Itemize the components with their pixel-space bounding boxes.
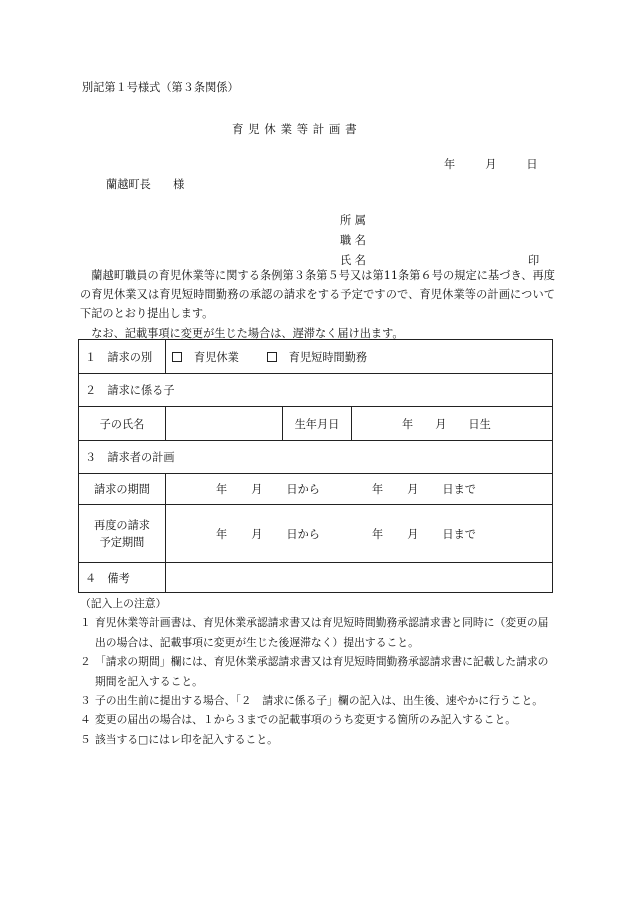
re-from-day: 日から [286,527,320,541]
child-name-field[interactable] [166,407,283,441]
note-item [80,652,556,691]
form-number: 別記第１号様式（第３条関係） [82,81,239,94]
request-period-field[interactable] [166,474,553,505]
note-item [80,730,556,749]
birth-year: 年 [402,417,414,431]
note-item [80,691,556,710]
childcare-leave-checkbox[interactable] [172,352,182,362]
note-number: ４ [80,713,91,727]
seal-mark: 印 [528,254,540,267]
body-paragraph: 蘭越町職員の育児休業等に関する条例第３条第５号又は第11条第６号の規定に基づき、再度の育児休業又は育児短時間勤務の承認の請求をする予定ですので、育児休業等の計画について下記のとおり提出します。 [80,269,555,321]
request-type-options [166,340,553,374]
date-year-label: 年 [444,158,456,171]
request-period-label: 請求の期間 [79,474,166,505]
plan-section-label: ３ 請求者の計画 [79,441,553,474]
table-row [79,374,553,407]
table-row [79,441,553,474]
period-to-day: 日まで [442,483,476,496]
birth-date-field[interactable] [352,407,553,441]
notes-heading: （記入上の注意） [80,597,167,610]
short-hours-checkbox[interactable] [267,352,277,362]
re-from-year: 年 [216,527,228,541]
birth-date-label: 生年月日 [283,407,352,441]
note-text: 変更の届出の場合は、１から３までの記載事項のうち変更する箇所のみ記入すること。 [95,713,517,727]
re-request-label-line2: 予定期間 [99,535,145,549]
remarks-label: ４ 備考 [79,563,166,593]
note-text: 該当する□にはレ印を記入すること。 [95,732,278,746]
table-row [79,474,553,505]
period-to-month: 月 [407,483,419,496]
addressee: 蘭越町長 様 [106,178,185,191]
table-row [79,340,553,374]
body-text [80,266,555,343]
note-text: 育児休業等計画書は、育児休業承認請求書又は育児短時間勤務承認請求書と同時に（変更の届出の場合は、記載事項に変更が生じた後遅滞なく）提出すること。 [95,616,549,649]
period-to-year: 年 [371,483,384,496]
re-to-year: 年 [371,527,384,541]
child-name-label: 子の氏名 [79,407,166,441]
note-number: ３ [80,694,91,708]
re-to-month: 月 [407,527,419,541]
request-type-label: １ 請求の別 [79,340,166,374]
short-hours-option: 育児短時間勤務 [288,350,368,364]
date-day-label: 日 [526,158,538,171]
table-row [79,563,553,593]
note-text: 「請求の期間」欄には、育児休業承認請求書又は育児短時間勤務承認請求書に記載した請求の期間を記入すること。 [95,655,549,688]
note-item [80,710,556,729]
remarks-field[interactable] [166,563,553,593]
document-title: 育 児 休 業 等 計 画 書 [232,122,358,136]
re-to-day: 日まで [442,527,476,541]
name-label: 氏 名 [340,254,366,267]
note-item [80,613,556,652]
note-text: 子の出生前に提出する場合、「２ 請求に係る子」欄の記入は、出生後、速やかに行うこと。 [95,694,544,708]
note-number: １ [80,616,91,630]
re-from-month: 月 [251,527,263,541]
re-request-label-line1: 再度の請求 [94,518,150,532]
period-from-year: 年 [216,483,228,496]
re-request-period-label [79,505,166,563]
post-label: 職 名 [340,234,366,247]
plan-table [78,339,553,593]
period-from-month: 月 [251,483,263,496]
notes-section [80,594,556,749]
note-number: ５ [80,732,91,746]
submission-date [444,156,538,172]
table-row [79,407,553,441]
date-month-label: 月 [485,158,497,171]
period-from-day: 日から [286,483,320,496]
table-row [79,505,553,563]
affiliation-label: 所 属 [340,214,366,227]
childcare-leave-option: 育児休業 [194,350,239,364]
birth-month: 月 [435,417,447,431]
birth-day: 日生 [468,417,491,431]
re-request-period-field[interactable] [166,505,553,563]
child-section-label: ２ 請求に係る子 [79,374,553,407]
note-number: ２ [80,655,91,669]
body-paragraph-note: なお、記載事項に変更が生じた場合は、遅滞なく届け出ます。 [91,326,404,340]
